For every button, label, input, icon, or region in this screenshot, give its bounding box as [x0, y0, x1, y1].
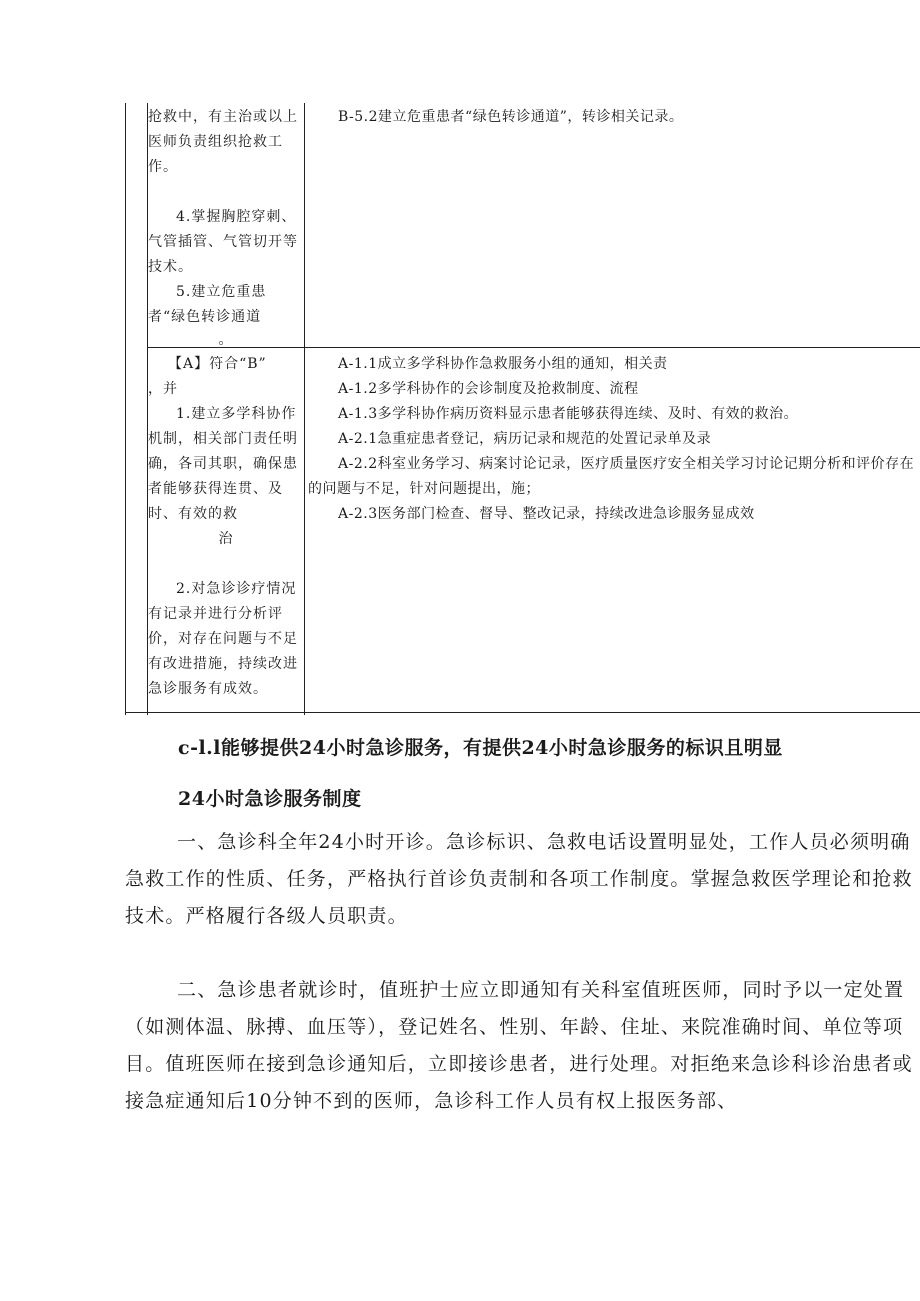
table-border-left — [125, 103, 126, 715]
row1-left-line: 抢救中，有主治或以上医师负责组织抢救工作。 — [148, 109, 298, 175]
row2-right-line: A-2.3医务部门检查、督导、整改记录，持续改进急诊服务显成效 — [338, 506, 755, 522]
row1-left-line: 5.建立危重患者“绿色转诊通道 — [148, 284, 267, 325]
row1-evidence-cell — [308, 105, 920, 130]
row2-right-line: A-1.1成立多学科协作急救服务小组的通知，相关责 — [338, 356, 668, 372]
row1-left-line: 4.掌握胸腔穿刺、气管插管、气管切开等技术。 — [148, 209, 298, 275]
row2-right-line: A-1.3多学科协作病历资料显示患者能够获得连续、及时、有效的救治。 — [338, 406, 799, 422]
row2-left-line: 1.建立多学科协作机制，相关部门责任明确，各司其职，确保患者能够获得连贯、及时、有效的救 — [148, 406, 298, 522]
row1-standard-cell — [148, 105, 304, 350]
body-paragraph-2: 二、急诊患者就诊时，值班护士应立即通知有关科室值班医师，同时予以一定处置（如测体温、脉搏、血压等），登记姓名、性别、年龄、住址、来院准确时间、单位等项目。值班医师在接到急诊通知后，立即接诊患者，进行处理。对拒绝来急诊科诊治患者或接急症通知后10分钟不到的医师，急诊科工作人员有权上报医务部、 — [125, 979, 913, 1112]
row1-right-line: B-5.2建立危重患者“绿色转诊通道”，转诊相关记录。 — [338, 109, 684, 125]
row2-left-line: 2.对急诊诊疗情况有记录并进行分析评价，对存在问题与不足有改进措施，持续改进急诊服务有成效。 — [148, 581, 298, 697]
table-column-divider — [304, 103, 305, 715]
section-subheading: 24小时急诊服务制度 — [178, 788, 362, 810]
row2-left-line: 治 — [218, 531, 234, 547]
table-border-bottom — [125, 712, 920, 713]
body-paragraph-1: 一、急诊科全年24小时开诊。急诊标识、急救电话设置明显处，工作人员必须明确急救工作的性质、任务，严格执行首诊负责制和各项工作制度。掌握急救医学理论和抢救技术。严格履行各级人员职责。 — [125, 831, 913, 927]
section-heading: c-l.l能够提供24小时急诊服务，有提供24小时急诊服务的标识且明显 — [178, 737, 783, 759]
row2-standard-cell — [148, 352, 304, 702]
row2-evidence-cell — [308, 352, 920, 527]
row2-left-line: 【A】符合“B” — [168, 356, 267, 372]
row2-left-line: ，并 — [148, 381, 178, 397]
row1-left-line: 。 — [218, 332, 234, 348]
row2-right-line: A-1.2多学科协作的会诊制度及抢救制度、流程 — [338, 381, 639, 397]
row2-right-line: A-2.1急重症患者登记，病历记录和规范的处置记录单及录 — [338, 431, 712, 447]
criteria-table — [125, 103, 920, 715]
row2-right-line: A-2.2科室业务学习、病案讨论记录，医疗质量医疗安全相关学习讨论记期分析和评价存在的问题与不足，针对问题提出，施； — [308, 456, 915, 497]
